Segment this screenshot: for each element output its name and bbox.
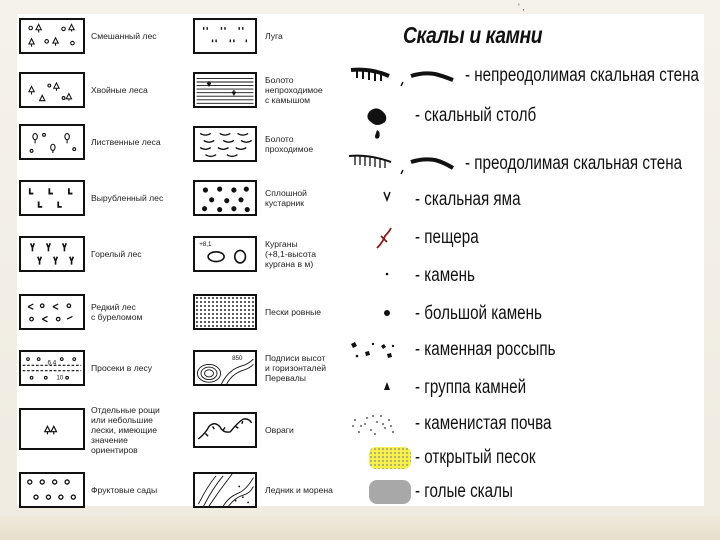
clearing-icon (19, 350, 85, 386)
rocks-title: Скалы и камни (403, 22, 543, 48)
legend-label: Курганы (+8,1-высота кургана в м) (265, 239, 317, 269)
legend-row (19, 346, 195, 390)
rocks-item-text: - пещера (415, 227, 479, 248)
rocks-item (347, 338, 704, 362)
glacier-icon (193, 472, 257, 508)
rocks-item-text: - непреодолимая скальная стена (465, 65, 699, 86)
stone-icon (347, 264, 415, 288)
legend-label: Горелый лес (91, 249, 142, 259)
stony-soil-icon (347, 412, 415, 436)
rocks-item (347, 188, 704, 212)
legend-row (19, 14, 195, 58)
big-stone-icon (347, 302, 415, 326)
legend-row (191, 346, 363, 390)
rocks-item (347, 480, 704, 504)
impassable-swamp-icon (193, 72, 257, 108)
legend-label: Лиственные леса (91, 137, 161, 147)
meadow-icon (193, 18, 257, 54)
rocks-item-text: - большой камень (415, 303, 542, 324)
stone-group-icon (347, 376, 415, 400)
rocks-item-text: - скальная яма (415, 189, 521, 210)
barrow-height-mark: +8,1 (199, 241, 212, 248)
rocks-item (347, 226, 704, 250)
cut-forest-icon (19, 180, 85, 216)
rocks-item-text: - голые скалы (415, 481, 513, 502)
rock-pit-icon (347, 188, 415, 212)
top-marks: ' , (518, 2, 525, 12)
legend-label: Луга (265, 31, 283, 41)
legend-row (191, 14, 363, 58)
rocks-item-text: - скальный столб (415, 105, 537, 126)
conifer-forest-icon (19, 72, 85, 108)
legend-label: Хвойные леса (91, 85, 148, 95)
legend-label: Подписи высот и горизонталей Перевалы (265, 353, 327, 383)
legend-label: Сплошной кустарник (265, 188, 307, 208)
legend-label: Редкий лес с буреломом (91, 302, 143, 322)
legend-row (19, 468, 195, 512)
legend-label: Просеки в лесу (91, 363, 153, 373)
barrows-icon (193, 236, 257, 272)
deciduous-forest-icon (19, 124, 85, 160)
sparse-forest-icon (19, 294, 85, 330)
orchard-icon (19, 472, 85, 508)
legend-row (191, 408, 363, 452)
rocks-item-text: - преодолимая скальная стена (465, 153, 683, 174)
rocks-item (347, 446, 704, 470)
rocks-panel (347, 14, 704, 506)
legend-row (19, 232, 195, 276)
legend-row (191, 122, 363, 166)
bottom-band (0, 516, 720, 540)
stone-scree-icon (347, 338, 415, 362)
legend-row (19, 176, 195, 220)
rocks-item (347, 152, 704, 176)
passable-swamp-icon (193, 126, 257, 162)
rocks-item-text: - группа камней (415, 377, 527, 398)
legend-row (191, 290, 363, 334)
legend-label: Болото непроходимое с камышом (265, 75, 323, 105)
rocks-item (347, 264, 704, 288)
legend-label: Ледник и морена (265, 485, 333, 495)
legend-label: Овраги (265, 425, 294, 435)
groves-icon (19, 408, 85, 450)
legend-row (19, 120, 195, 164)
legend-row (19, 290, 195, 334)
legend-row (19, 402, 195, 458)
burnt-forest-icon (19, 236, 85, 272)
svg-text:6.4: 6.4 (47, 359, 57, 367)
rocks-item (347, 64, 704, 88)
shrubs-icon (193, 180, 257, 216)
rocks-item (347, 98, 704, 142)
legend-row (191, 468, 363, 512)
cave-icon (347, 226, 415, 250)
rocks-item (347, 376, 704, 400)
legend-row (191, 176, 363, 220)
legend-label: Вырубленный лес (91, 193, 164, 203)
rocks-item (347, 412, 704, 436)
rocks-item-text: - камень (415, 265, 475, 286)
rocks-item-text: - каменистая почва (415, 413, 552, 434)
rocks-item (347, 302, 704, 326)
legend-label: Фруктовые сады (91, 485, 158, 495)
rocks-item-text: - открытый песок (415, 447, 536, 468)
svg-text:10: 10 (56, 374, 64, 382)
impassable-rock-wall-icon (347, 64, 457, 88)
legend-row (191, 68, 363, 112)
mixed-forest-icon (19, 18, 85, 54)
legend-label: Смешанный лес (91, 31, 157, 41)
sand-icon (193, 294, 257, 330)
svg-text:850: 850 (232, 355, 243, 362)
rock-pillar-icon (347, 98, 415, 142)
rocks-item-text: - каменная россыпь (415, 339, 556, 360)
legend-sheet (17, 14, 704, 506)
contours-icon (193, 350, 257, 386)
legend-label: Пески ровные (265, 307, 322, 317)
legend-row (191, 232, 363, 276)
ravines-icon (193, 412, 257, 448)
open-sand-icon (347, 446, 415, 470)
legend-label: Болото проходимое (265, 134, 314, 154)
bare-rocks-icon (347, 480, 415, 504)
legend-label: Отдельные рощи или небольшие лески, имеющие значение ориентиров (91, 405, 160, 455)
passable-rock-wall-icon (347, 152, 457, 176)
legend-row (19, 68, 195, 112)
